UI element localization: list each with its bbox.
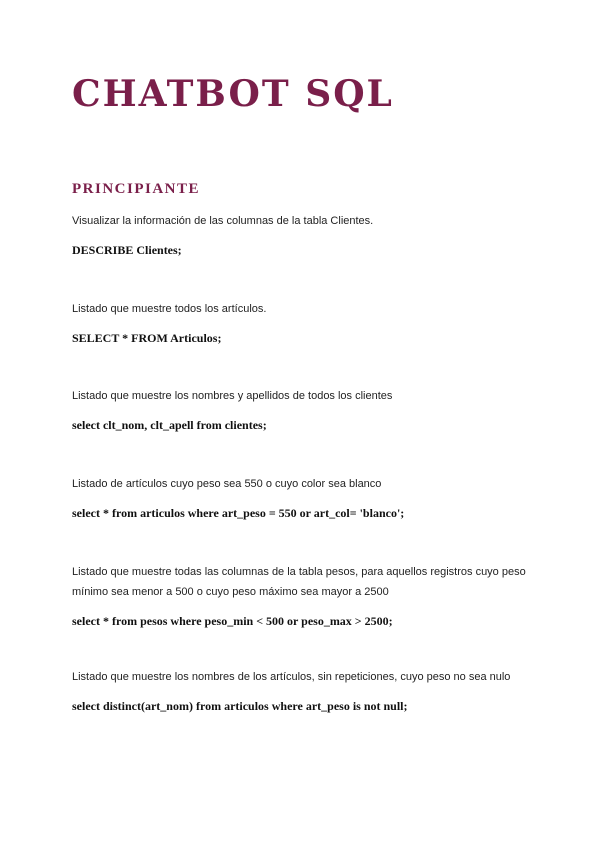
exercise-item	[72, 211, 532, 259]
exercise-query: DESCRIBE Clientes;	[72, 243, 182, 257]
document-title: CHATBOT SQL	[72, 73, 394, 115]
exercise-prompt: Listado que muestre todos los artículos.	[72, 303, 267, 315]
exercise-prompt: Listado que muestre los nombres y apellidos de todos los clientes	[72, 390, 393, 402]
exercise-item	[72, 667, 532, 715]
section-heading: PRINCIPIANTE	[72, 181, 201, 197]
exercise-prompt: Listado que muestre todas las columnas de la tabla pesos, para aquellos registros cuyo peso mínimo sea menor a 500 o cuyo peso máximo sea mayor a 2500	[72, 566, 526, 598]
exercise-item	[72, 299, 532, 347]
exercise-prompt: Listado que muestre los nombres de los artículos, sin repeticiones, cuyo peso no sea nulo	[72, 671, 511, 683]
exercise-item	[72, 562, 532, 630]
exercise-item	[72, 386, 532, 434]
exercise-query: SELECT * FROM Articulos;	[72, 331, 222, 345]
exercise-query: select clt_nom, clt_apell from clientes;	[72, 418, 267, 432]
exercise-query: select * from pesos where peso_min < 500 or peso_max > 2500;	[72, 614, 393, 628]
exercise-prompt: Visualizar la información de las columnas de la tabla Clientes.	[72, 215, 374, 227]
exercise-query: select distinct(art_nom) from articulos where art_peso is not null;	[72, 699, 408, 713]
exercise-prompt: Listado de artículos cuyo peso sea 550 o cuyo color sea blanco	[72, 478, 382, 490]
exercise-item	[72, 474, 532, 522]
exercise-query: select * from articulos where art_peso = 550 or art_col= 'blanco';	[72, 506, 405, 520]
